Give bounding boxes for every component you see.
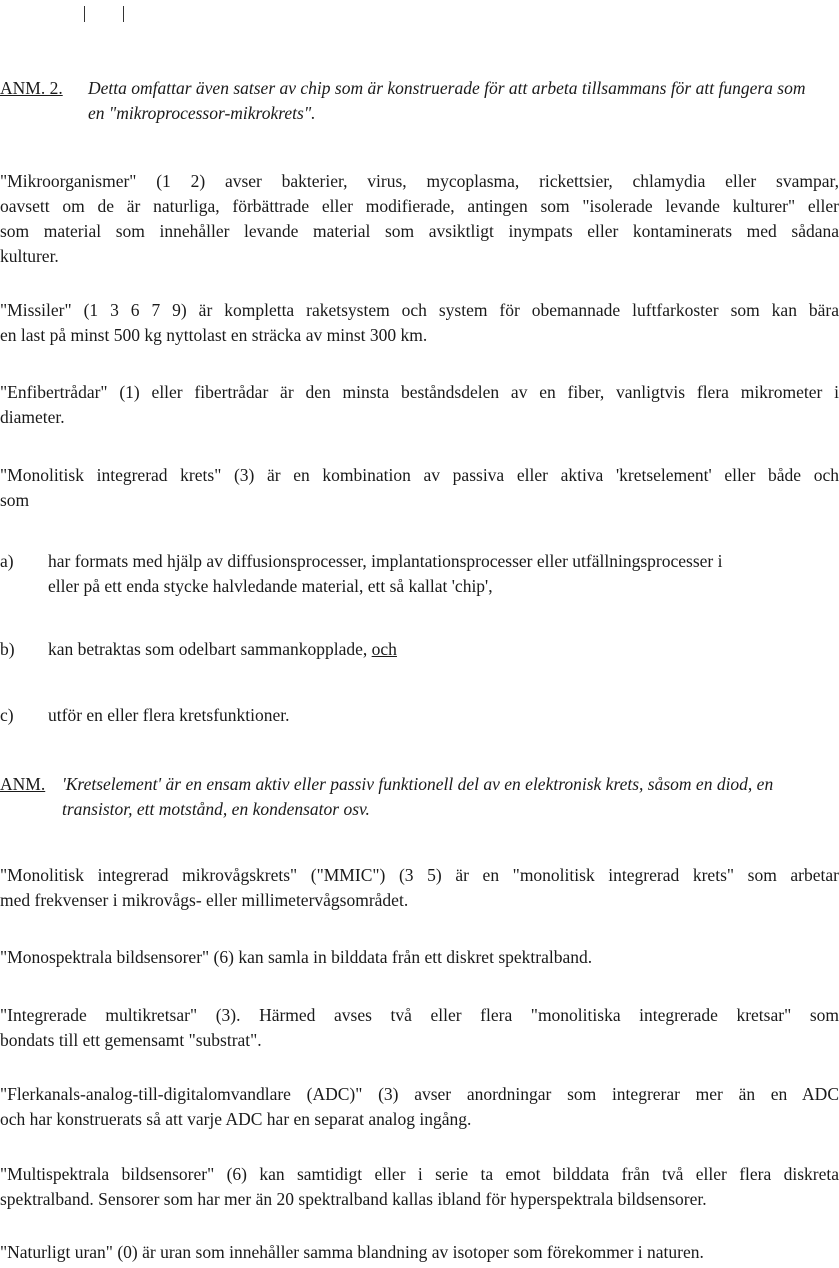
list-item-label: b) (0, 639, 15, 659)
table-border-mark (84, 6, 85, 22)
note-2 (0, 76, 839, 126)
paragraph-line: "Monolitisk integrerad mikrovågskrets" ("MMIC") (3 5) är en "monolitisk integrerad krets" som arbetar (0, 865, 839, 885)
paragraph-line: bondats till ett gemensamt "substrat". (0, 1030, 262, 1050)
note-label: ANM. 2. (0, 78, 63, 98)
list-item-label: a) (0, 551, 14, 571)
definition-adc (0, 1082, 839, 1132)
paragraph-line: "Integrerade multikretsar" (3). Härmed avses två eller flera "monolitiska integrerade kretsar" som (0, 1005, 839, 1025)
paragraph-line: som material som innehåller levande material som avsiktligt inympats eller kontaminerats med sådana (0, 221, 839, 241)
definition-multispektrala (0, 1162, 839, 1212)
list-item-a (0, 549, 839, 599)
paragraph-line: "Monospektrala bildsensorer" (6) kan samla in bilddata från ett diskret spektralband. (0, 947, 593, 967)
list-item-c (0, 703, 839, 728)
note-label: ANM. (0, 774, 46, 794)
paragraph-line: "Flerkanals-analog-till-digitalomvandlare (ADC)" (3) avser anordningar som integrerar mer än en ADC (0, 1084, 839, 1104)
paragraph-line: "Mikroorganismer" (1 2) avser bakterier, virus, mycoplasma, rickettsier, chlamydia eller svampar, (0, 171, 839, 191)
definition-mmic (0, 863, 839, 913)
paragraph-line: som (0, 490, 30, 510)
note-text: Detta omfattar även satser av chip som är konstruerade för att arbeta tillsammans för att fungera som (88, 78, 806, 98)
paragraph-line: "Enfibertrådar" (1) eller fibertrådar är den minsta beståndsdelen av en fiber, vanligtvis flera mikrometer i (0, 382, 839, 402)
definition-monospektrala (0, 945, 839, 970)
definition-multikretsar (0, 1003, 839, 1053)
list-item-text: har formats med hjälp av diffusionsprocesser, implantationsprocesser eller utfällningsprocesser i (48, 551, 723, 571)
definition-monolitisk-krets (0, 463, 839, 513)
list-item-b (0, 637, 839, 662)
paragraph-line: och har konstruerats så att varje ADC har en separat analog ingång. (0, 1109, 472, 1129)
note-text: 'Kretselement' är en ensam aktiv eller passiv funktionell del av en elektronisk krets, såsom en diod, en (62, 774, 774, 794)
note-kretselement (0, 772, 839, 822)
conjunction-text: och (371, 639, 397, 659)
paragraph-line: "Monolitisk integrerad krets" (3) är en kombination av passiva eller aktiva 'kretselement' eller både och (0, 465, 839, 485)
definition-enfibertradar (0, 380, 839, 430)
note-text: transistor, ett motstånd, en kondensator osv. (62, 799, 370, 819)
definition-mikroorganismer (0, 169, 839, 269)
paragraph-line: kulturer. (0, 246, 59, 266)
paragraph-line: med frekvenser i mikrovågs- eller millimetervågsområdet. (0, 890, 409, 910)
list-item-text: utför en eller flera kretsfunktioner. (48, 705, 290, 725)
table-border-mark (123, 6, 124, 22)
paragraph-line: "Naturligt uran" (0) är uran som innehåller samma blandning av isotoper som förekommer i naturen. (0, 1242, 704, 1262)
paragraph-line: diameter. (0, 407, 65, 427)
paragraph-line: en last på minst 500 kg nyttolast en sträcka av minst 300 km. (0, 325, 428, 345)
paragraph-line: "Multispektrala bildsensorer" (6) kan samtidigt eller i serie ta emot bilddata från två eller flera diskreta (0, 1164, 839, 1184)
list-item-text: eller på ett enda stycke halvledande material, ett så kallat 'chip', (48, 576, 493, 596)
note-text: en "mikroprocessor-mikrokrets". (88, 103, 316, 123)
paragraph-line: oavsett om de är naturliga, förbättrade eller modifierade, antingen som "isolerade levande kulturer" eller (0, 196, 839, 216)
definition-naturligt-uran (0, 1240, 839, 1265)
paragraph-line: spektralband. Sensorer som har mer än 20 spektralband kallas ibland för hyperspektrala bildsensorer. (0, 1189, 707, 1209)
paragraph-line: "Missiler" (1 3 6 7 9) är kompletta raketsystem och system för obemannade luftfarkoster som kan bära (0, 300, 839, 320)
list-item-text: kan betraktas som odelbart sammankopplade, (48, 639, 368, 659)
list-item-label: c) (0, 705, 14, 725)
definition-missiler (0, 298, 839, 348)
